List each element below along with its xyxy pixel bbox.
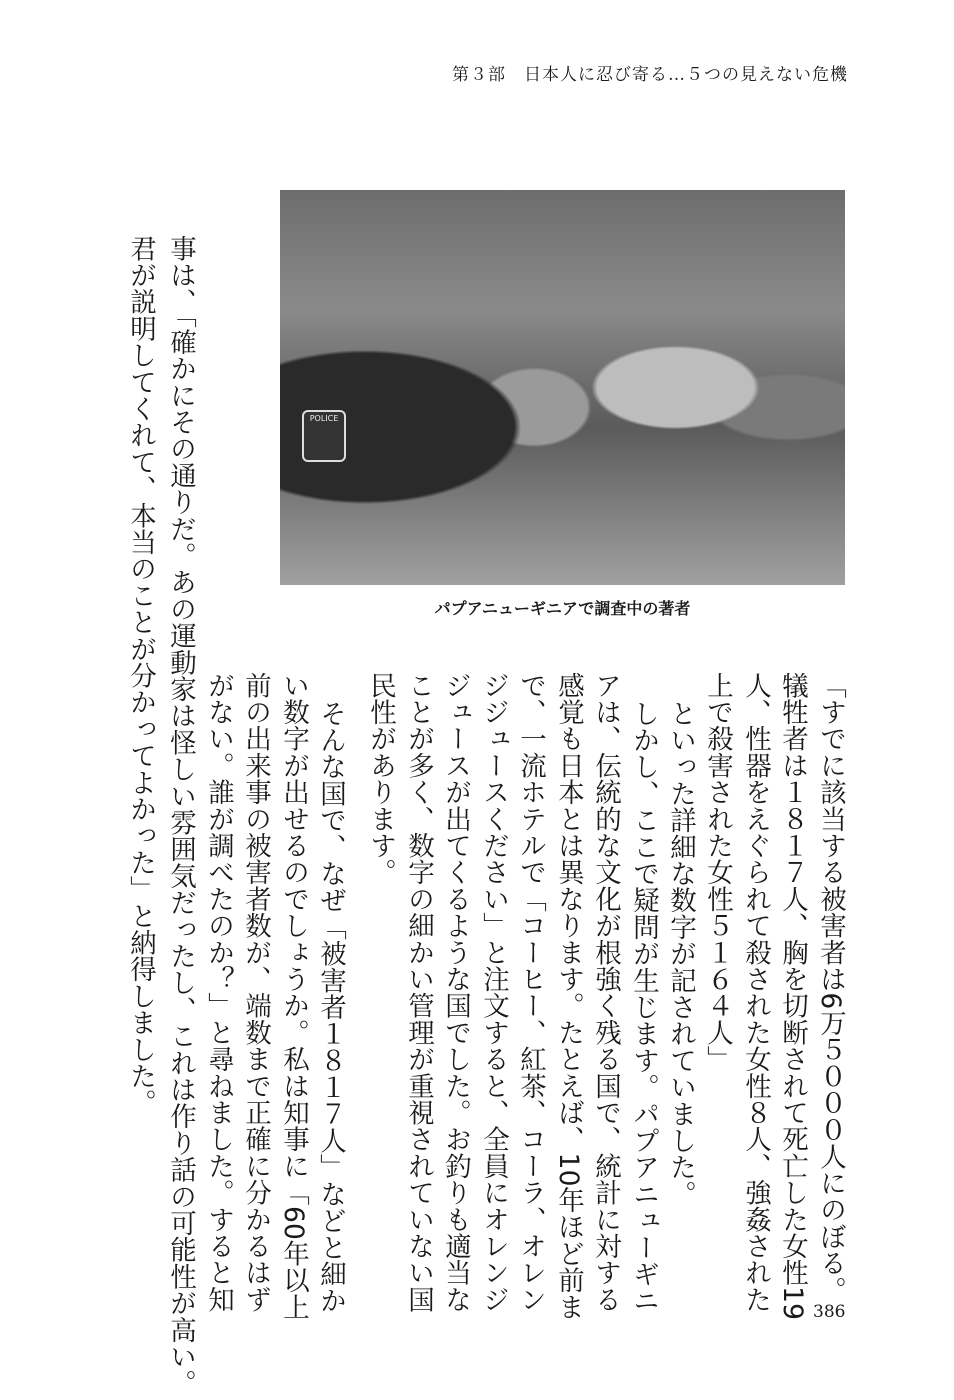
text-line: 犠牲者は１８１７人、胸を切断されて死亡した女性19 (777, 672, 808, 1321)
text-line: 人、性器をえぐられて殺された女性８人、強姦された (740, 672, 771, 1313)
running-header: 第３部 日本人に忍び寄る…５つの見えない危機 (452, 65, 848, 85)
text-line: ジュースが出てくるような国でした。お釣りも適当な (440, 672, 471, 1313)
photo-caption: パプアニューギニアで調査中の著者 (434, 599, 691, 618)
text-line: がない。誰が調べたのか？」と尋ねました。すると知 (203, 672, 234, 1313)
text-line: アは、伝統的な文化が根強く残る国で、統計に対する (590, 672, 621, 1313)
text-line: 感覚も日本とは異なります。たとえば、10年ほど前ま (553, 672, 584, 1321)
text-line: といった詳細な数字が記されていました。 (665, 700, 696, 1208)
page-number: 386 (813, 1302, 846, 1322)
text-line: で、一流ホテルで「コーヒー、紅茶、コーラ、オレン (515, 672, 546, 1313)
text-line: 前の出来事の被害者数が、端数まで正確に分かるはず (240, 672, 271, 1313)
text-line: ことが多く、数字の細かい管理が重視されていない国 (403, 672, 434, 1313)
text-line: 上で殺害された女性５１６４人」 (702, 672, 733, 1073)
text-line: 「すでに該当する被害者は6万５０００人にのぼる。 (815, 672, 846, 1304)
police-patch (302, 410, 346, 462)
text-line: しかし、ここで疑問が生じます。パプアニューギニ (628, 700, 659, 1315)
text-line: ジジュースください」と注文すると、全員にオレンジ (478, 672, 509, 1313)
author-photo (280, 190, 845, 585)
patch-text: POLICE (309, 414, 339, 423)
text-line: 事は、「確かにその通りだ。あの運動家は怪しい雰囲気だったし、これは作り話の可能性が高い。 (165, 235, 196, 1397)
text-line: 民性があります。 (365, 672, 396, 886)
text-line: 君が説明してくれて、本当のことが分かってよかった」と納得しました。 (125, 235, 156, 1117)
text-line: そんな国で、なぜ「被害者１８１７人」などと細か (315, 700, 346, 1315)
text-line: い数字が出せるのでしょうか。私は知事に「60年以上 (278, 672, 309, 1321)
